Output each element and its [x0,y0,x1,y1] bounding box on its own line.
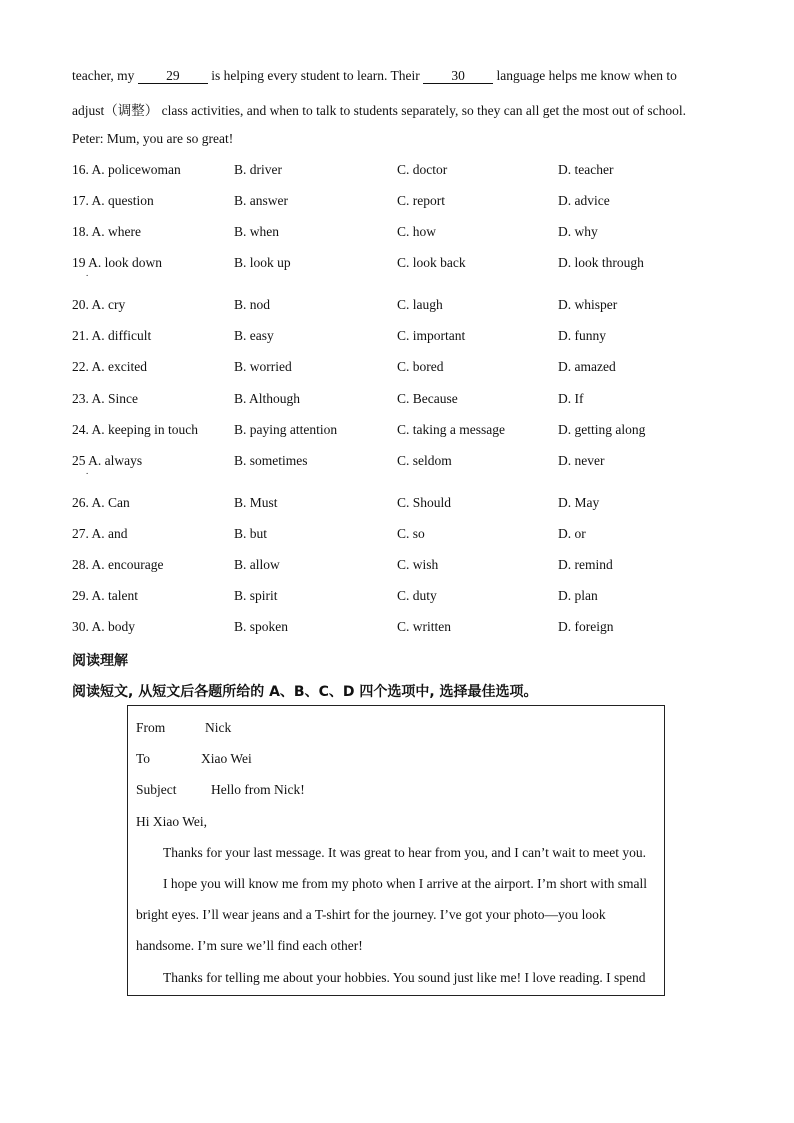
text-fragment: teacher, my [72,68,138,83]
option-b: B. when [234,224,279,239]
question-row-21 [72,328,732,346]
option-a: 17. A. question [72,193,154,208]
question-row-24 [72,422,732,440]
option-d: D. amazed [558,359,616,374]
dot-mark: . [86,268,89,278]
subject-label: Subject [136,782,177,797]
question-row-27 [72,526,732,544]
option-d: D. never [558,453,605,468]
email-from-row [136,720,232,736]
option-c: C. important [397,328,466,343]
option-d: D. advice [558,193,610,208]
option-a: 28. A. encourage [72,557,164,572]
question-row-29 [72,588,732,606]
option-a: 23. A. Since [72,391,138,406]
option-a: 21. A. difficult [72,328,152,343]
question-row-23 [72,391,732,409]
from-label: From [136,720,166,735]
option-c: C. so [397,526,425,541]
option-a: 25 A. always [72,453,143,468]
dot-mark: . [86,466,89,476]
option-c: C. written [397,619,451,634]
option-d: D. whisper [558,297,618,312]
option-b: B. easy [234,328,274,343]
section-title: 阅读理解 [72,653,128,669]
email-paragraph-1: Thanks for your last message. It was great to hear from you, and I can’t wait to meet you. [163,845,646,860]
option-c: C. seldom [397,453,452,468]
option-d: D. teacher [558,162,614,177]
question-row-18 [72,224,732,242]
option-c: C. duty [397,588,437,603]
to-label: To [136,751,151,766]
email-to-row [136,751,252,767]
question-row-30 [72,619,732,637]
option-d: D. foreign [558,619,614,634]
option-b: B. nod [234,297,271,312]
option-b: B. Although [234,391,301,406]
email-paragraph-2-line-2: bright eyes. I’ll wear jeans and a T-shirt for the journey. I’ve got your photo—you look [136,907,606,922]
question-row-19 [72,255,732,278]
option-d: D. remind [558,557,613,572]
option-b: B. driver [234,162,282,177]
email-greeting: Hi Xiao Wei, [136,814,208,829]
option-c: C. wish [397,557,439,572]
option-d: D. why [558,224,598,239]
option-a: 29. A. talent [72,588,138,603]
option-b: B. answer [234,193,288,208]
text-fragment: is helping every student to learn. Their [207,68,424,83]
to-value: Xiao Wei [201,751,252,766]
passage-line-2: adjust（调整） class activities, and when to talk to students separately, so they can all get the most out of school. [72,103,686,118]
option-a: 22. A. excited [72,359,147,374]
option-a: 27. A. and [72,526,128,541]
option-b: B. paying attention [234,422,338,437]
question-row-20 [72,297,732,315]
passage-line-1 [72,68,677,84]
option-c: C. laugh [397,297,443,312]
option-d: D. May [558,495,600,510]
email-paragraph-2-line-3: handsome. I’m sure we’ll find each other! [136,938,363,953]
option-c: C. taking a message [397,422,505,437]
question-row-16 [72,162,732,180]
option-c: C. how [397,224,437,239]
question-row-25 [72,453,732,476]
question-row-17 [72,193,732,211]
option-b: B. allow [234,557,280,572]
option-c: C. doctor [397,162,448,177]
option-d: D. If [558,391,584,406]
option-c: C. report [397,193,445,208]
text-fragment: language helps me know when to [493,68,677,83]
option-a: 18. A. where [72,224,141,239]
option-c: C. look back [397,255,466,270]
option-b: B. worried [234,359,292,374]
from-value: Nick [205,720,232,735]
blank-29: 29 [138,69,208,84]
option-c: C. Because [397,391,458,406]
option-b: B. spoken [234,619,288,634]
passage-line-3: Peter: Mum, you are so great! [72,131,234,146]
option-b: B. spirit [234,588,278,603]
option-a: 26. A. Can [72,495,130,510]
option-c: C. Should [397,495,452,510]
option-d: D. look through [558,255,644,270]
blank-30: 30 [423,69,493,84]
subject-value: Hello from Nick! [211,782,305,797]
email-box [127,705,665,996]
option-b: B. sometimes [234,453,308,468]
option-d: D. getting along [558,422,646,437]
section-instruction: 阅读短文, 从短文后各题所给的 A、B、C、D 四个选项中, 选择最佳选项。 [72,684,538,700]
option-d: D. funny [558,328,606,343]
option-d: D. or [558,526,586,541]
option-a: 30. A. body [72,619,136,634]
email-subject-row [136,782,305,798]
email-paragraph-2-line-1: I hope you will know me from my photo when I arrive at the airport. I’m short with small [163,876,648,891]
option-a: 16. A. policewoman [72,162,181,177]
option-b: B. Must [234,495,278,510]
option-d: D. plan [558,588,598,603]
option-a: 19 A. look down [72,255,163,270]
option-b: B. but [234,526,268,541]
option-b: B. look up [234,255,291,270]
question-row-26 [72,495,732,513]
email-paragraph-3-line-1: Thanks for telling me about your hobbies. You sound just like me! I love reading. I spend [163,970,646,985]
option-c: C. bored [397,359,444,374]
question-row-28 [72,557,732,575]
option-a: 20. A. cry [72,297,126,312]
option-a: 24. A. keeping in touch [72,422,198,437]
question-row-22 [72,359,732,377]
